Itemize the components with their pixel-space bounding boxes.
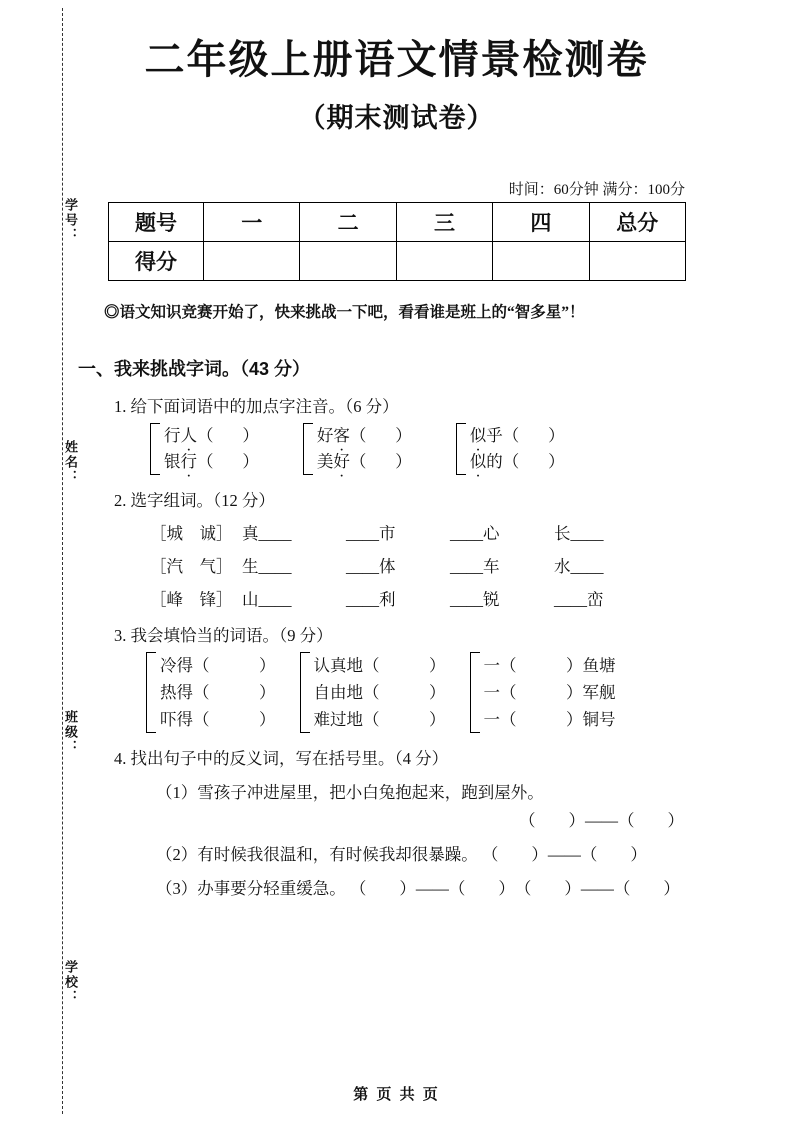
- pinyin-item[interactable]: 好客（ ）: [316, 426, 412, 445]
- question-3-label: 3. 我会填恰当的词语。（9 分）: [114, 626, 333, 645]
- side-label-name: 姓名：: [63, 440, 78, 485]
- score-table-header-4: 四: [493, 203, 589, 242]
- question-4-label: 4. 找出句子中的反义词，写在括号里。（4 分）: [114, 749, 449, 768]
- pick-answer-cell[interactable]: ____体: [346, 557, 396, 576]
- antonym-sentence-3-row: [156, 875, 718, 899]
- score-table: [108, 202, 686, 281]
- antonym-answer-2[interactable]: （ ）——（ ）: [481, 845, 647, 864]
- score-table-header-total: 总分: [589, 203, 685, 242]
- pick-answer-cell[interactable]: ____锐: [450, 590, 500, 609]
- question-1-groups: [150, 423, 718, 475]
- score-cell-1[interactable]: [204, 242, 300, 281]
- score-table-header-3: 三: [396, 203, 492, 242]
- exam-meta-info: 时间：60分钟 满分：100分: [508, 182, 685, 198]
- exam-content: [78, 345, 718, 899]
- word-fill-item[interactable]: 认真地（ ）: [313, 656, 446, 675]
- brace-shape: [303, 423, 313, 475]
- score-cell-4[interactable]: [493, 242, 589, 281]
- brace-shape: [456, 423, 466, 475]
- brace-shape: [150, 423, 160, 475]
- pick-answer-cell[interactable]: ____峦: [554, 590, 604, 609]
- side-label-school: 学校：: [63, 960, 78, 1005]
- antonym-answer-1[interactable]: （ ）——（ ）: [519, 811, 684, 830]
- brace-shape: [300, 652, 310, 733]
- pinyin-item[interactable]: 银行（ ）: [164, 452, 259, 471]
- pinyin-group-2: [303, 423, 412, 475]
- antonym-answer-3[interactable]: （ ）——（ ） （ ）——（ ）: [349, 879, 680, 898]
- word-fill-item[interactable]: 一（ ）铜号: [483, 710, 616, 729]
- pick-answer-cell[interactable]: ____市: [346, 524, 396, 543]
- score-table-header-2: 二: [300, 203, 396, 242]
- intro-note: ◎语文知识竞赛开始了，快来挑战一下吧，看看谁是班上的“智多星”！: [104, 304, 585, 321]
- side-label-student-number: 学号：: [63, 198, 78, 243]
- pick-answer-cell[interactable]: ____心: [450, 524, 500, 543]
- question-1-label: 1. 给下面词语中的加点字注音。（6 分）: [114, 397, 399, 416]
- brace-shape: [146, 652, 156, 733]
- pick-answer-cell[interactable]: 长____: [554, 524, 604, 543]
- word-fill-group-2: [300, 652, 446, 733]
- page-footer: 第 页 共 页: [353, 1086, 440, 1103]
- pinyin-item[interactable]: 似乎（ ）: [469, 426, 565, 445]
- pick-choices: ［城 诚］: [150, 524, 233, 543]
- score-cell-3[interactable]: [396, 242, 492, 281]
- antonym-sentence-1: （1）雪孩子冲进屋里，把小白兔抱起来，跑到屋外。: [156, 783, 544, 802]
- brace-shape: [470, 652, 480, 733]
- antonym-sentence-2: （2）有时候我很温和，有时候我却很暴躁。: [156, 845, 478, 864]
- antonym-sentence-3: （3）办事要分轻重缓急。: [156, 879, 346, 898]
- pinyin-item[interactable]: 似的（ ）: [469, 452, 565, 471]
- pick-choices: ［峰 锋］: [150, 590, 233, 609]
- word-fill-item[interactable]: 自由地（ ）: [313, 683, 446, 702]
- word-fill-item[interactable]: 难过地（ ）: [313, 710, 446, 729]
- pick-answer-cell[interactable]: 生____: [242, 557, 292, 576]
- word-fill-item[interactable]: 热得（ ）: [160, 683, 276, 702]
- page-subtitle: （期末测试卷）: [298, 103, 495, 133]
- word-fill-item[interactable]: 冷得（ ）: [160, 656, 276, 675]
- word-fill-item[interactable]: 吓得（ ）: [160, 710, 276, 729]
- section-1-title: 一、我来挑战字词。（43 分）: [78, 359, 311, 379]
- score-cell-total[interactable]: [589, 242, 685, 281]
- table-row: [109, 203, 686, 242]
- score-table-header-1: 一: [204, 203, 300, 242]
- pinyin-group-3: [456, 423, 565, 475]
- word-fill-item[interactable]: 一（ ）鱼塘: [483, 656, 616, 675]
- pick-answer-cell[interactable]: 真____: [242, 524, 292, 543]
- pick-word-row: [150, 520, 718, 544]
- pinyin-group-1: [150, 423, 259, 475]
- pick-answer-cell[interactable]: 水____: [554, 557, 604, 576]
- score-cell-2[interactable]: [300, 242, 396, 281]
- pinyin-item[interactable]: 美好（ ）: [316, 452, 412, 471]
- page-title: 二年级上册语文情景检测卷: [144, 38, 649, 82]
- score-table-score-label: 得分: [109, 242, 204, 281]
- pick-answer-cell[interactable]: ____车: [450, 557, 500, 576]
- question-3-groups: [146, 652, 718, 733]
- pinyin-item[interactable]: 行人（ ）: [164, 426, 259, 445]
- table-row: [109, 242, 686, 281]
- pick-answer-cell[interactable]: ____利: [346, 590, 396, 609]
- word-fill-item[interactable]: 一（ ）军舰: [483, 683, 616, 702]
- question-2-label: 2. 选字组词。（12 分）: [114, 491, 275, 510]
- pick-word-row: [150, 553, 718, 577]
- antonym-sentence-2-row: [156, 841, 718, 865]
- score-table-header-label: 题号: [109, 203, 204, 242]
- word-fill-group-3: [470, 652, 616, 733]
- word-fill-group-1: [146, 652, 276, 733]
- margin-dashed-line: [62, 8, 63, 1114]
- pick-choices: ［汽 气］: [150, 557, 233, 576]
- pick-word-row: [150, 586, 718, 610]
- pick-answer-cell[interactable]: 山____: [242, 590, 292, 609]
- side-label-class: 班级：: [63, 710, 78, 755]
